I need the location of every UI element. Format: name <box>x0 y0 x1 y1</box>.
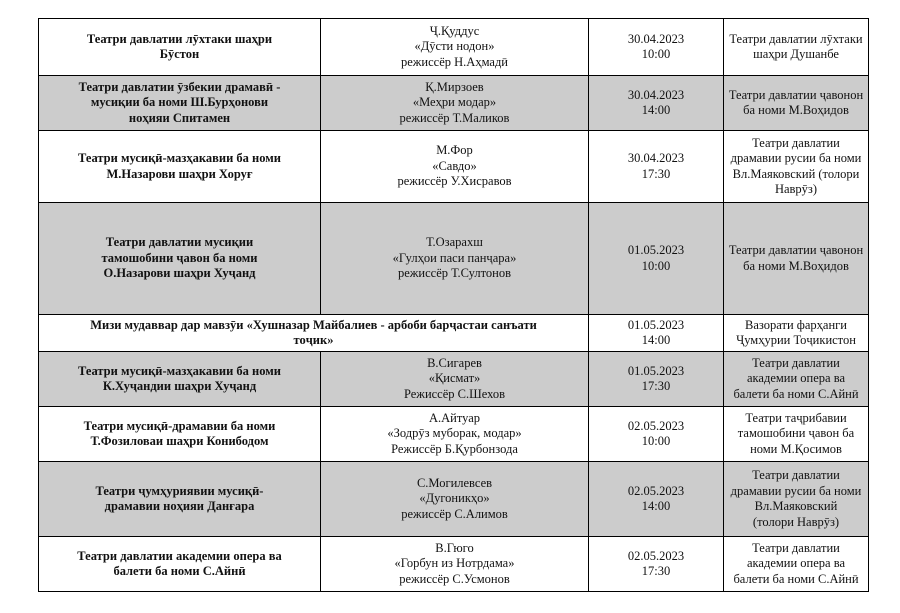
venue-line: Театри давлатии лӯхтаки <box>729 31 863 46</box>
play-title-line: «Зодрӯз муборак, модар» <box>387 426 522 441</box>
venue-line: Театри давлатии <box>752 355 840 370</box>
venue-line: Наврӯз) <box>774 182 818 196</box>
date-line: 02.05.2023 <box>627 483 685 498</box>
theatre-line: Т.Фозиловаи шаҳри Конибодом <box>90 434 269 448</box>
table-row <box>39 203 869 315</box>
theatre-line: Театри мусиқӣ-мазҳакавии ба номи <box>78 363 281 378</box>
theatre-line: Бӯстон <box>159 47 200 61</box>
venue-line: Театри давлатии ҷавонон <box>728 243 864 257</box>
venue-line: Ҷумҳурии Тоҷикистон <box>736 333 856 347</box>
time-line: 17:30 <box>641 564 671 578</box>
venue-line: Театри давлатии <box>752 135 840 150</box>
theatre-cell <box>39 407 321 462</box>
venue-cell <box>724 315 869 352</box>
author-line: Ҷ.Қуддус <box>429 23 480 38</box>
date-line: 01.05.2023 <box>627 317 685 332</box>
play-title-line: «Дӯсти нодон» <box>414 39 495 54</box>
datetime-cell <box>589 131 724 203</box>
datetime-cell <box>589 315 724 352</box>
play-title-line: «Меҳри модар» <box>412 95 497 110</box>
venue-line: академии опера ва <box>747 371 845 386</box>
table-row <box>39 19 869 76</box>
venue-line: драмавии русии ба номи <box>730 483 862 498</box>
play-cell <box>321 462 589 537</box>
theatre-cell <box>39 352 321 407</box>
author-line: А.Айтуар <box>428 410 481 425</box>
time-line: 14:00 <box>641 103 671 117</box>
theatre-cell <box>39 203 321 315</box>
director-line: Режиссёр Б.Қурбонзода <box>391 441 518 456</box>
date-line: 02.05.2023 <box>627 548 685 563</box>
venue-line: Вл.Маяковский <box>754 499 838 513</box>
theatre-line: Театри ҷумҳуриявии мусиқӣ- <box>95 483 264 498</box>
venue-cell <box>724 462 869 537</box>
theatre-line: Театри давлатии академии опера ва <box>77 548 282 563</box>
venue-line: Театри таҷрибавии <box>745 410 847 425</box>
play-title-line: «Савдо» <box>432 158 477 173</box>
date-line: 02.05.2023 <box>627 418 685 433</box>
venue-cell <box>724 203 869 315</box>
play-title-line: «Қисмат» <box>428 371 481 386</box>
datetime-cell <box>589 537 724 592</box>
date-line: 30.04.2023 <box>627 31 685 46</box>
venue-line: ба номи М.Воҳидов <box>743 103 849 117</box>
table-row <box>39 131 869 203</box>
time-line: 14:00 <box>641 333 671 347</box>
theatre-cell <box>39 76 321 131</box>
venue-cell <box>724 407 869 462</box>
table-row <box>39 407 869 462</box>
author-line: Т.Озарахш <box>426 235 483 250</box>
theatre-cell <box>39 19 321 76</box>
theatre-line: тамошобини ҷавон ба номи <box>101 250 258 265</box>
time-line: 17:30 <box>641 379 671 393</box>
theatre-line: Театри мусиқӣ-драмавии ба номи <box>83 418 276 433</box>
director-line: режиссёр С.Усмонов <box>399 571 510 586</box>
play-title-line: «Гулҳои паси панҷара» <box>392 250 517 265</box>
venue-line: драмавии русии ба номи <box>730 151 862 165</box>
venue-line: Театри давлатии <box>752 468 840 482</box>
author-line: Қ.Мирзоев <box>425 79 484 94</box>
datetime-cell <box>589 462 724 537</box>
theatre-line: драмавии ноҳияи Данғара <box>104 499 255 513</box>
theatre-line: О.Назарови шаҳри Хуҷанд <box>103 266 256 281</box>
date-line: 30.04.2023 <box>627 151 685 165</box>
play-cell <box>321 203 589 315</box>
director-line: режиссёр Т.Султонов <box>397 266 511 281</box>
venue-line: Театри давлатии ҷавонон <box>728 87 864 102</box>
venue-cell <box>724 131 869 203</box>
play-cell <box>321 131 589 203</box>
venue-line: балети ба номи С.Айнӣ <box>733 386 859 401</box>
theatre-line: Театри давлатии ӯзбекии драмавӣ - <box>78 79 281 94</box>
theatre-cell <box>39 462 321 537</box>
theatre-line: К.Хуҷандии шаҳри Хуҷанд <box>102 379 257 393</box>
venue-line: Театри давлатии <box>752 540 840 555</box>
theatre-line: балети ба номи С.Айнӣ <box>113 564 246 578</box>
play-cell <box>321 537 589 592</box>
venue-line: тамошобини ҷавон ба <box>737 426 855 441</box>
venue-line: (толори Наврӯз) <box>752 514 840 529</box>
play-cell <box>321 352 589 407</box>
theatre-line: М.Назарови шаҳри Хоруғ <box>106 166 253 181</box>
time-line: 17:30 <box>641 166 671 181</box>
venue-line: шаҳри Душанбе <box>753 47 839 61</box>
round-table-cell <box>39 315 589 352</box>
play-title-line: «Дугоникҳо» <box>419 491 490 506</box>
venue-line: ба номи М.Воҳидов <box>743 258 849 273</box>
director-line: режиссёр У.Хисравов <box>397 174 512 189</box>
play-cell <box>321 19 589 76</box>
date-line: 01.05.2023 <box>627 243 685 257</box>
schedule-table <box>38 18 869 592</box>
time-line: 10:00 <box>641 434 671 448</box>
director-line: режиссёр Т.Маликов <box>399 110 510 125</box>
theatre-line: Театри давлатии мусиқии <box>105 235 254 250</box>
author-line: В.Сигарев <box>427 355 482 370</box>
schedule-body <box>39 19 869 592</box>
venue-line: Вазорати фарҳанги <box>745 317 847 332</box>
venue-line: академии опера ва <box>747 556 845 571</box>
datetime-cell <box>589 352 724 407</box>
author-line: В.Гюго <box>435 540 474 555</box>
datetime-cell <box>589 19 724 76</box>
venue-line: номи М.Қосимов <box>750 441 842 456</box>
venue-line: Вл.Маяковский (толори <box>732 166 860 181</box>
theatre-line: мусиқии ба номи Ш.Бурҳонови <box>90 95 269 110</box>
venue-cell <box>724 19 869 76</box>
date-line: 30.04.2023 <box>627 87 685 102</box>
venue-cell <box>724 76 869 131</box>
director-line: Режиссёр С.Шехов <box>403 386 506 401</box>
time-line: 10:00 <box>641 47 671 61</box>
theatre-line: Театри мусиқӣ-мазҳакавии ба номи <box>78 151 281 165</box>
venue-cell <box>724 537 869 592</box>
author-line: М.Фор <box>436 143 473 158</box>
time-line: 14:00 <box>641 499 671 513</box>
venue-cell <box>724 352 869 407</box>
theatre-cell <box>39 537 321 592</box>
director-line: режиссёр С.Алимов <box>401 506 508 521</box>
author-line: С.Могилевсев <box>416 475 493 490</box>
table-row <box>39 537 869 592</box>
table-row <box>39 462 869 537</box>
table-row <box>39 315 869 352</box>
event-line: Мизи мудаввар дар мавзӯи «Хушназар Майбалиев - арбоби барҷастаи санъати <box>90 317 537 332</box>
time-line: 10:00 <box>641 258 671 273</box>
date-line: 01.05.2023 <box>627 363 685 378</box>
play-cell <box>321 76 589 131</box>
play-title-line: «Горбун из Нотрдама» <box>394 556 515 571</box>
play-cell <box>321 407 589 462</box>
venue-line: балети ба номи С.Айнӣ <box>733 571 859 586</box>
table-row <box>39 76 869 131</box>
event-line: тоҷик» <box>293 333 334 347</box>
datetime-cell <box>589 203 724 315</box>
theatre-line: ноҳияи Спитамен <box>128 110 231 125</box>
datetime-cell <box>589 76 724 131</box>
datetime-cell <box>589 407 724 462</box>
table-row <box>39 352 869 407</box>
theatre-cell <box>39 131 321 203</box>
theatre-line: Театри давлатии лӯхтаки шаҳри <box>86 31 273 46</box>
director-line: режиссёр Н.Аҳмадӣ <box>401 54 508 69</box>
